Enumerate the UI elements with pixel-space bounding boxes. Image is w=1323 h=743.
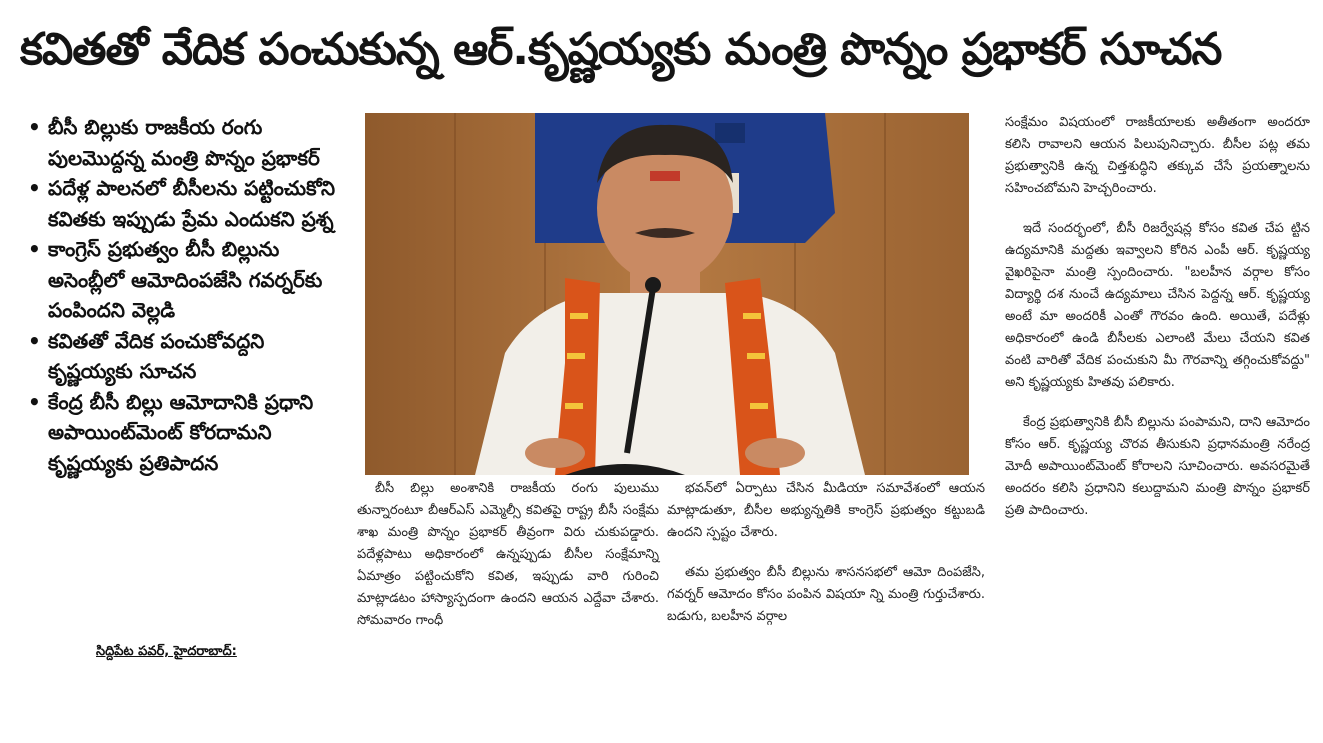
article-paragraph: భవన్‌లో ఏర్పాటు చేసిన మీడియా సమావేశంలో ఆయన మాట్లాడుతూ, బీసీల అభ్యున్నతికి కాంగ్రెస్ ప్రభుత్వం కట్టుబడి ఉందని స్పష్టం చేశారు. — [667, 481, 985, 540]
headline: కవితతో వేదిక పంచుకున్న ఆర్.కృష్ణయ్యకు మంత్రి పొన్నం ప్రభాకర్ సూచన — [20, 24, 1222, 75]
article-column-1 — [357, 478, 659, 650]
minister-photo — [365, 113, 969, 475]
highlights-list — [22, 112, 342, 478]
article-paragraph: కేంద్ర ప్రభుత్వానికి బీసీ బిల్లును పంపామని, దాని ఆమోదం కోసం ఆర్. కృష్ణయ్య చొరవ తీసుకుని ప్రధానమంత్రి నరేంద్ర మోదీ అపాయింట్‌మెంట్ కోరాలని సూచించారు. అవసరమైతే అందరం కలిసి ప్రధానిని కలుద్దామని మంత్రి పొన్నం ప్రభాకర్ ప్రతి పాదించారు. — [1005, 415, 1310, 518]
article-column-3 — [1005, 112, 1310, 540]
article-paragraph: సంక్షేమం విషయంలో రాజకీయాలకు అతీతంగా అందరూ కలిసి రావాలని ఆయన పిలుపునిచ్చారు. బీసీల పట్ల తమ ప్రభుత్వానికి ఉన్న చిత్తశుద్ధిని తక్కువ చేసే ప్రయత్నాలను సహించబోమని హెచ్చరించారు. — [1005, 115, 1310, 196]
highlight-item: • కేంద్ర బీసీ బిల్లు ఆమోదానికి ప్రధాని అపాయింట్‌మెంట్ కోరదామని కృష్ణయ్యకు ప్రతిపాదన — [22, 387, 342, 479]
article-column-2 — [667, 478, 985, 646]
article-paragraph: తమ ప్రభుత్వం బీసీ బిల్లును శాసనసభలో ఆమో దింపజేసి, గవర్నర్ ఆమోదం కోసం పంపిన విషయా న్ని మంత్రి గుర్తుచేశారు. బడుగు, బలహీన వర్గాల — [667, 565, 985, 624]
highlight-item: • కాంగ్రెస్ ప్రభుత్వం బీసీ బిల్లును అసెంబ్లీలో ఆమోదింపజేసి గవర్నర్‌కు పంపిందని వెల్లడి — [22, 234, 342, 326]
highlight-item: • పదేళ్ల పాలనలో బీసీలను పట్టించుకోని కవితకు ఇప్పుడు ప్రేమ ఎందుకని ప్రశ్న — [22, 173, 342, 234]
highlight-item: • కవితతో వేదిక పంచుకోవద్దని కృష్ణయ్యకు సూచన — [22, 326, 342, 387]
photo-illustration — [365, 113, 969, 475]
article-paragraph: బీసీ బిల్లు అంశానికి రాజకీయ రంగు పులుము తున్నారంటూ బీఆర్ఎస్ ఎమ్మెల్సీ కవితపై రాష్ట్ర బీసీ సంక్షేమ శాఖ మంత్రి పొన్నం ప్రభాకర్ తీవ్రంగా విరు చుకుపడ్డారు. పదేళ్లపాటు అధికారంలో ఉన్నప్పుడు బీసీల సంక్షేమాన్ని ఏమాత్రం పట్టించుకోని కవిత, ఇప్పుడు వారి గురించి మాట్లాడటం హాస్యాస్పదంగా ఉందని ఆయన ఎద్దేవా చేశారు. సోమవారం గాంధీ — [357, 481, 659, 628]
dateline: సిద్దిపేట పవర్, హైదరాబాద్: — [96, 644, 237, 659]
article-paragraph: ఇదే సందర్భంలో, బీసీ రిజర్వేషన్ల కోసం కవిత చేప ట్టిన ఉద్యమానికి మద్దతు ఇవ్వాలని కోరిన ఎంపీ ఆర్. కృష్ణయ్య వైఖరిపైనా మంత్రి స్పందించారు. "బలహీన వర్గాల కోసం విద్యార్థి దశ నుంచే ఉద్యమాలు చేసిన పెద్దన్న ఆర్. కృష్ణయ్య అంటే మా అందరికీ ఎంతో గౌరవం ఉంది. అయితే, పదేళ్లు అధికారంలో ఉండి బీసీలకు ఎలాంటి మేలు చేయని కవిత వంటి వారితో వేదిక పంచుకుని మీ గౌరవాన్ని తగ్గించుకోవద్దు" అని కృష్ణయ్యకు హితవు పలికారు. — [1005, 221, 1310, 390]
highlight-item: • బీసీ బిల్లుకు రాజకీయ రంగు పులమొద్దన్న మంత్రి పొన్నం ప్రభాకర్ — [22, 112, 342, 173]
